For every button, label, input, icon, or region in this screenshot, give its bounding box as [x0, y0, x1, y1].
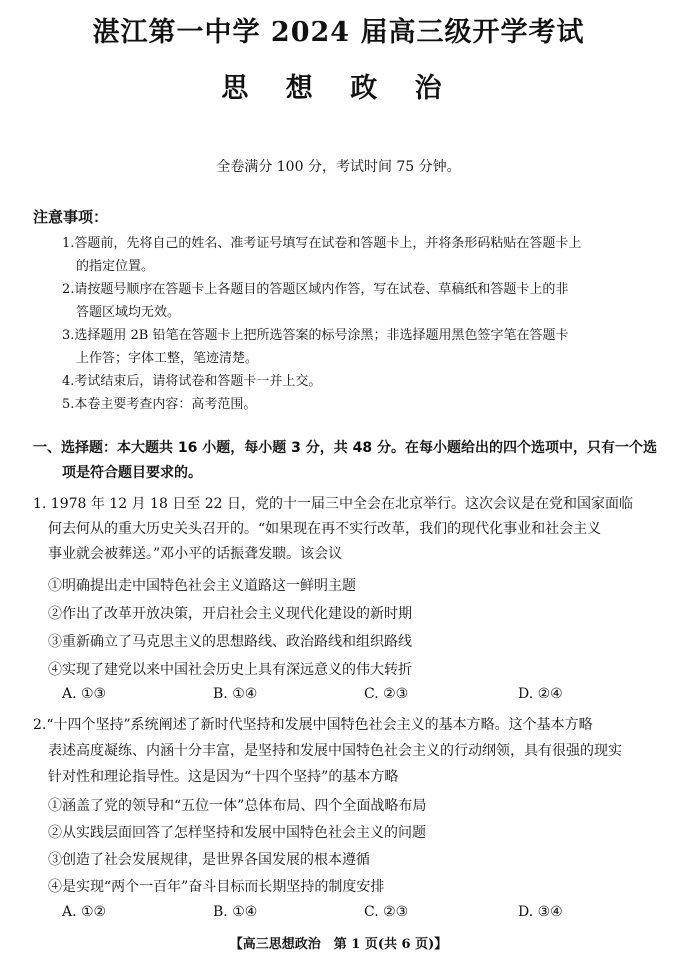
q2-stem-line: 表述高度凝练、内涵十分丰富，是坚持和发展中国特色社会主义的行动纲领，具有很强的现实 [48, 743, 622, 759]
note-line: 5.本卷主要考查内容：高考范围。 [62, 397, 257, 412]
q1-item: ③重新确立了马克思主义的思想路线、政治路线和组织路线 [48, 634, 412, 650]
q1-item: ②作出了改革开放决策，开启社会主义现代化建设的新时期 [48, 606, 412, 622]
exam-title: 湛江第一中学 2024 届高三级开学考试 [92, 17, 585, 48]
q2-stem-line: 2.“十四个坚持”系统阐述了新时代坚持和发展中国特色社会主义的基本方略。这个基本方略 [33, 717, 593, 733]
q1-option-b: B. ①④ [213, 686, 258, 702]
note-line: 的指定位置。 [76, 259, 155, 274]
section-heading: 一、选择题：本大题共 16 小题，每小题 3 分，共 48 分。在每小题给出的四个选项中，只有一个选 [33, 440, 657, 456]
q1-option-c: C. ②③ [364, 686, 409, 702]
q2-item: ①涵盖了党的领导和“五位一体”总体布局、四个全面战略布局 [48, 798, 427, 814]
q1-option-a: A. ①③ [62, 686, 107, 702]
note-line: 4.考试结束后，请将试卷和答题卡一并上交。 [62, 374, 322, 389]
q2-option-a: A. ①② [62, 904, 107, 920]
note-line: 3.选择题用 2B 铅笔在答题卡上把所选答案的标号涂黑；非选择题用黑色签字笔在答题卡 [62, 328, 569, 343]
q1-stem-line: 何去何从的重大历史关头召开的。“如果现在再不实行改革，我们的现代化事业和社会主义 [48, 521, 602, 537]
q1-option-d: D. ②④ [518, 686, 563, 702]
note-line: 1.答题前，先将自己的姓名、准考证号填写在试卷和答题卡上，并将条形码粘贴在答题卡上 [62, 236, 582, 251]
q2-option-d: D. ③④ [518, 904, 563, 920]
q1-item: ④实现了建党以来中国社会历史上具有深远意义的伟大转折 [48, 662, 412, 678]
page-footer: 【高三思想政治 第 1 页(共 6 页)】 [229, 937, 448, 952]
q2-option-b: B. ①④ [213, 904, 258, 920]
score-note: 全卷满分 100 分，考试时间 75 分钟。 [216, 159, 461, 175]
q1-stem-line: 事业就会被葬送。”邓小平的话振聋发聩。该会议 [48, 546, 343, 562]
q1-item: ①明确提出走中国特色社会主义道路这一鲜明主题 [48, 578, 356, 594]
q2-option-c: C. ②③ [364, 904, 409, 920]
q2-item: ②从实践层面回答了怎样坚持和发展中国特色社会主义的问题 [48, 825, 426, 841]
note-line: 答题区域均无效。 [76, 305, 181, 320]
section-heading-cont: 项是符合题目要求的。 [62, 465, 202, 481]
q1-stem-line: 1. 1978 年 12 月 18 日至 22 日，党的十一届三中全会在北京举行。这次会议是在党和国家面临 [33, 496, 634, 512]
subject-title: 思 想 政 治 [221, 73, 456, 104]
notes-heading: 注意事项： [33, 208, 109, 226]
q2-stem-line: 针对性和理论指导性。这是因为“十四个坚持”的基本方略 [48, 769, 399, 785]
note-line: 上作答；字体工整，笔迹清楚。 [76, 351, 259, 366]
q2-item: ③创造了社会发展规律，是世界各国发展的根本遵循 [48, 852, 370, 868]
q2-item: ④是实现“两个一百年”奋斗目标而长期坚持的制度安排 [48, 879, 385, 895]
note-line: 2.请按题号顺序在答题卡上各题目的答题区域内作答，写在试卷、草稿纸和答题卡上的非 [62, 282, 569, 297]
